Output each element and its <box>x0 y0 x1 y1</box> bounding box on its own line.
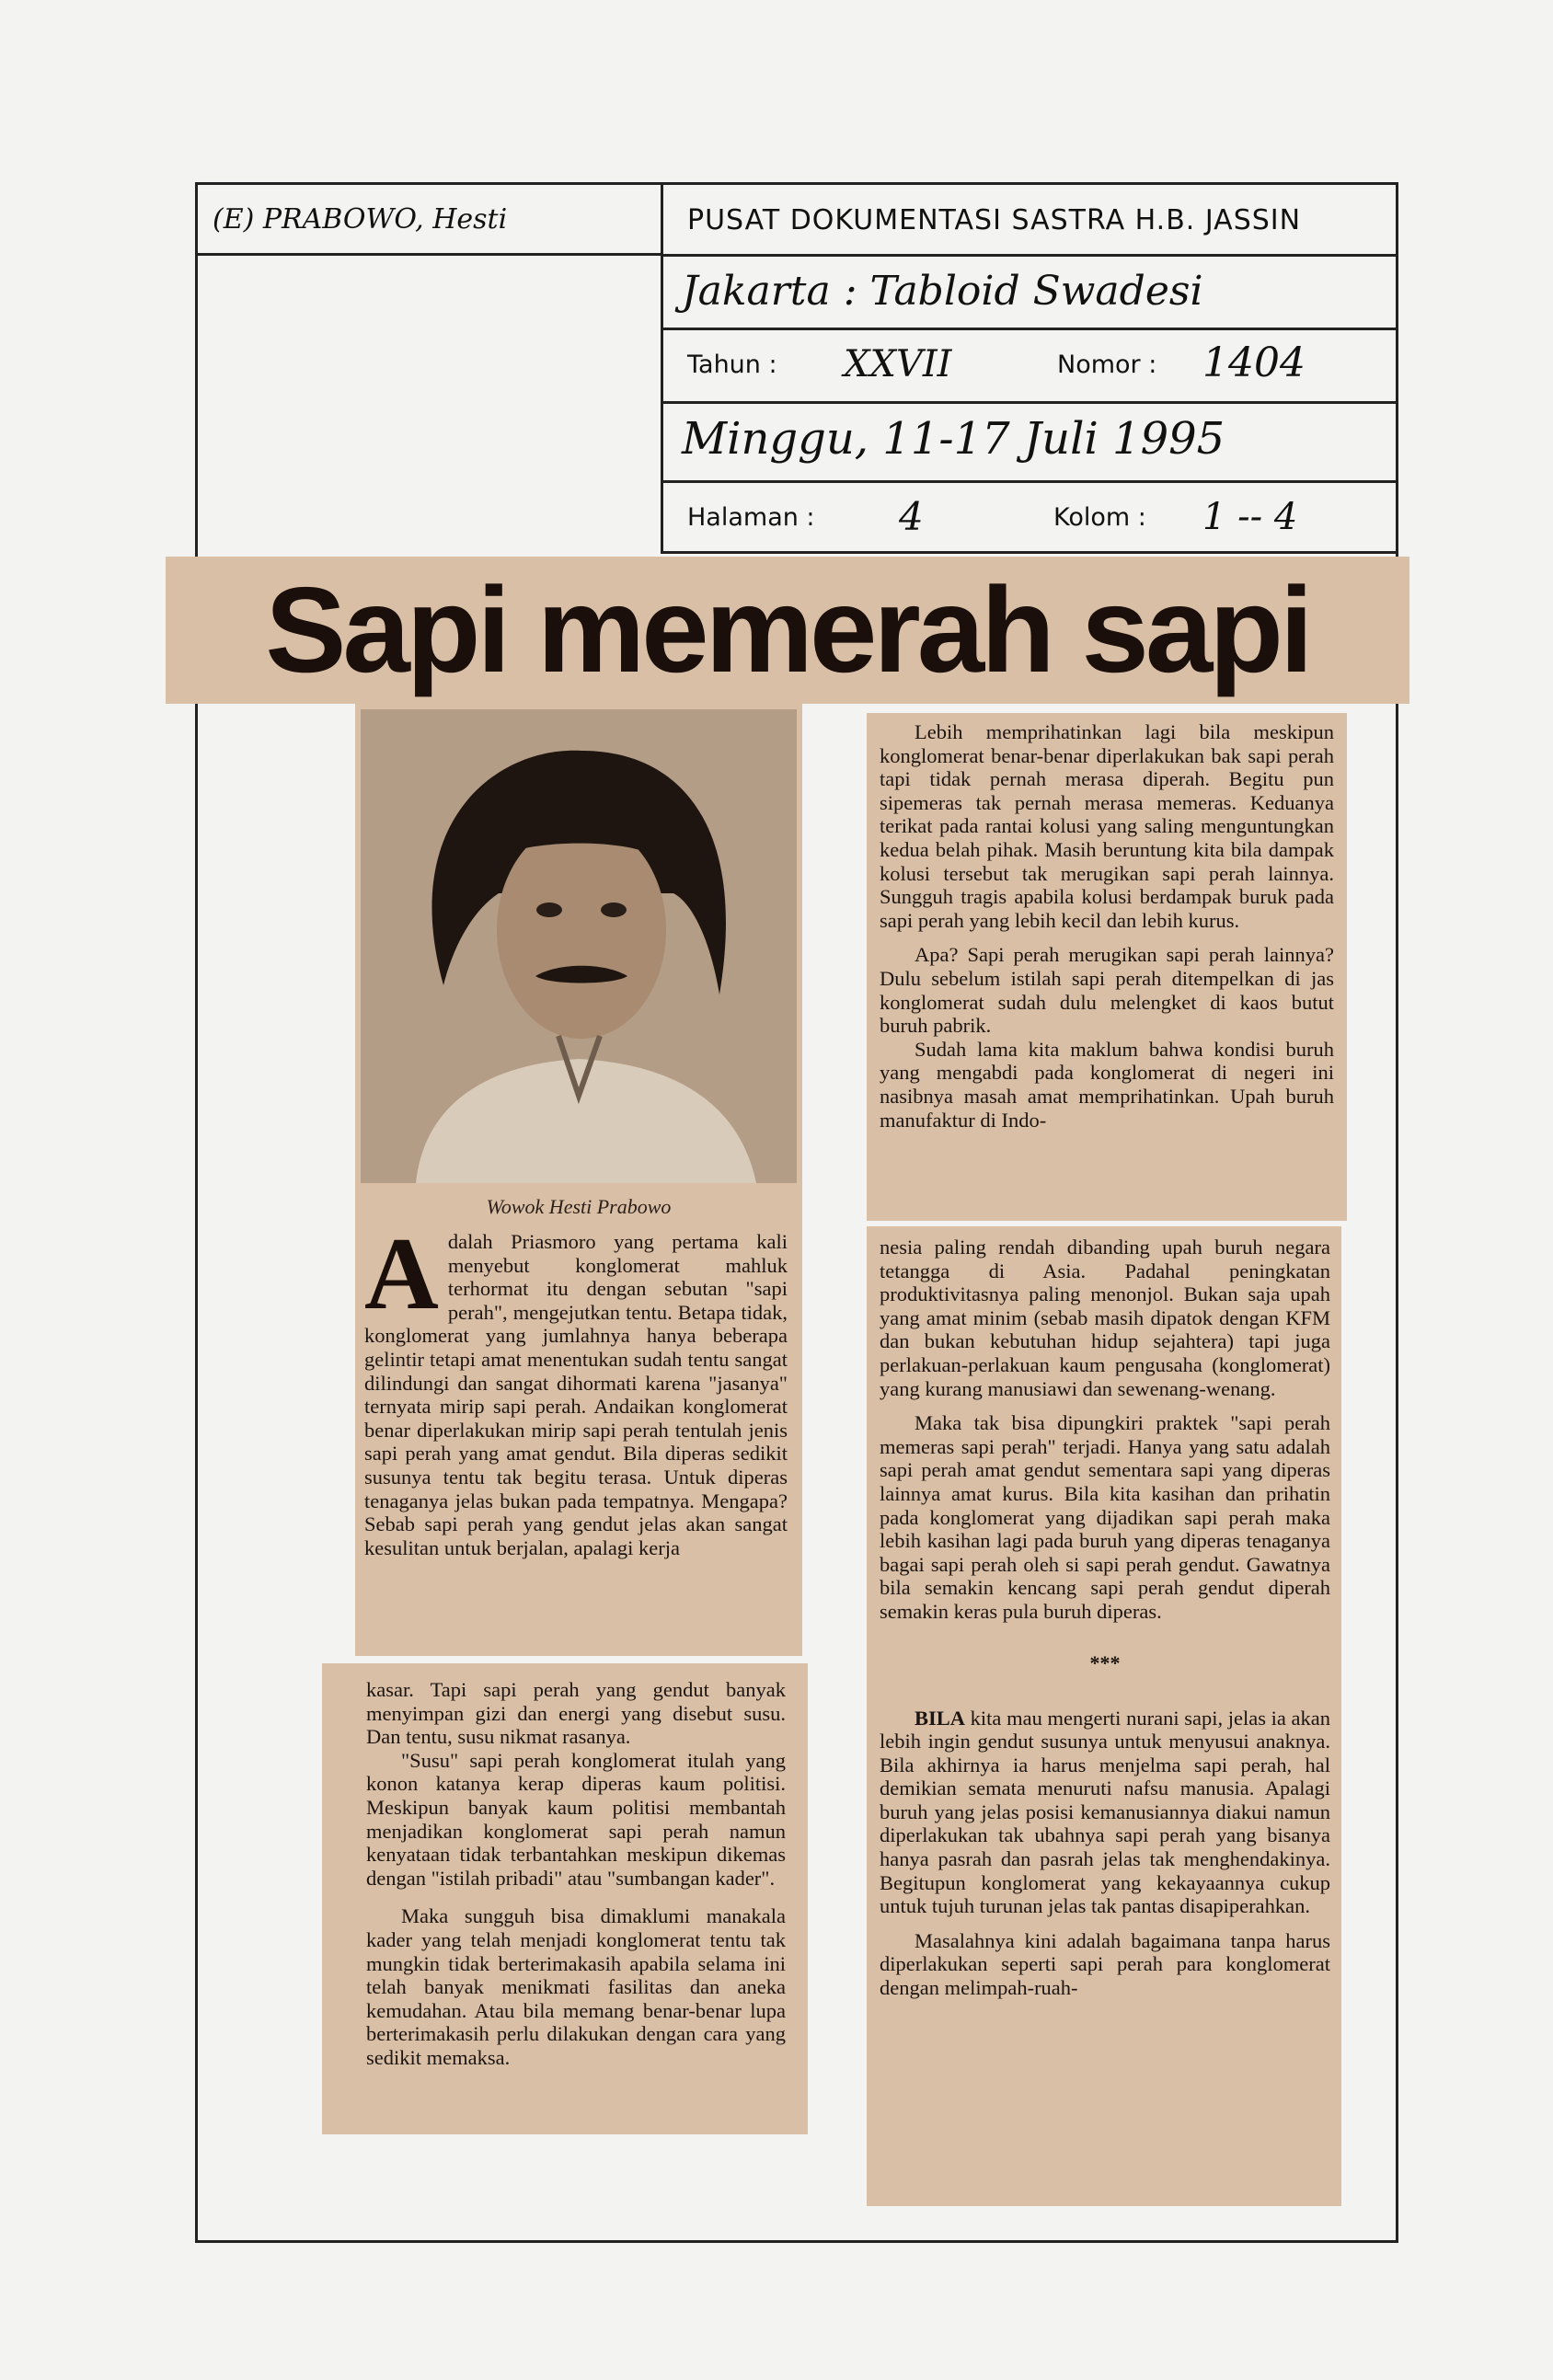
paragraph: Maka sungguh bisa dimaklumi manakala kader yang telah menjadi konglomerat tentu tak mungkin tidak berterimakasih apabila selama ini telah banyak menikmati fasilitas dan aneka kemudahan. Atau bila memang benar-benar lupa berterimakasih perlu dilakukan dengan cara yang sedikit memaksa. <box>366 1904 786 2069</box>
article-title: Sapi memerah sapi <box>265 562 1310 697</box>
column-1-part-1 <box>364 1217 788 1559</box>
halaman-label: Halaman : <box>687 503 815 532</box>
paragraph: Masalahnya kini adalah bagaimana tanpa harus diperlakukan seperti sapi perah para konglomerat dengan melimpah-ruah- <box>880 1928 1330 2000</box>
paragraph <box>880 1707 1330 1918</box>
drop-cap: A <box>364 1217 439 1331</box>
halaman-value: 4 <box>899 494 924 539</box>
paragraph: Apa? Sapi perah merugikan sapi perah lainnya? Dulu sebelum istilah sapi perah ditempelkan di jas konglomerat sudah dulu melengket di kaos butut buruh pabrik. <box>880 943 1334 1038</box>
tahun-value: XXVII <box>844 343 952 385</box>
archive-code: (E) PRABOWO, Hesti <box>213 203 508 236</box>
photo-clipping <box>355 704 802 1656</box>
institution-name: PUSAT DOKUMENTASI SASTRA H.B. JASSIN <box>687 204 1302 236</box>
halaman-kolom-row <box>663 480 1396 554</box>
title-clipping <box>166 557 1409 704</box>
date-row <box>663 401 1396 480</box>
column-1-part-2-clipping <box>322 1663 808 2134</box>
paragraph: "Susu" sapi perah konglomerat itulah yang konon katanya kerap diperas kaum politisi. Meskipun banyak kaum politisi membantah menjadikan konglomerat sapi perah namun kenyataan tidak terbantahkan meskipun dikemas dengan "istilah pribadi" atau "sumbangan kader". <box>366 1748 786 1890</box>
kolom-label: Kolom : <box>1053 503 1146 532</box>
photo-caption: Wowok Hesti Prabowo <box>486 1195 672 1218</box>
nomor-value: 1404 <box>1202 339 1306 386</box>
paragraph: nesia paling rendah dibanding upah buruh negara tetangga di Asia. Padahal peningkatan produktivitasnya paling menonjol. Bukan saja upah yang amat minim (sebab masih dipatok dengan KFM dan bukan kebutuhan hidup sejahtera) tapi juga perlakuan-perlakuan kaum pengusaha (konglomerat) yang kurang manusiawi dan sewenang-wenang. <box>880 1236 1330 1400</box>
paragraph: Maka tak bisa dipungkiri praktek "sapi perah memeras sapi perah" terjadi. Hanya yang satu adalah sapi perah amat gendut sementara sapi yang diperas lainnya amat kurus. Bila kita kasihan dan prihatin pada konglomerat yang dijadikan sapi perah maka lebih kasihan lagi pada buruh yang diperas tenaganya bagai sapi perah oleh si sapi perah gendut. Gawatnya bila semakin kencang sapi perah gendut diperah semakin keras pula buruh diperas. <box>880 1411 1330 1623</box>
section-separator: *** <box>1089 1650 1121 1674</box>
tahun-nomor-row <box>663 328 1396 401</box>
author-photo <box>361 709 797 1183</box>
nomor-label: Nomor : <box>1057 351 1157 379</box>
paragraph: Sudah lama kita maklum bahwa kondisi buruh yang mengabdi pada konglomerat di negeri ini nasibnya masah amat memprihatinkan. Upah buruh manufaktur di Indo- <box>880 1037 1334 1132</box>
paragraph: kasar. Tapi sapi perah yang gendut banyak menyimpan gizi dan energi yang disebut susu. Dan tentu, susu nikmat rasanya. <box>366 1678 786 1749</box>
archive-code-cell <box>195 182 662 256</box>
date-text: Minggu, 11-17 Juli 1995 <box>682 413 1225 465</box>
source-text: Jakarta : Tabloid Swadesi <box>682 268 1203 315</box>
column-2-part-2 <box>880 1236 1330 2000</box>
kolom-value: 1 -- 4 <box>1202 496 1298 538</box>
column-1-part-2 <box>366 1678 786 2070</box>
archive-info-table <box>661 182 1398 554</box>
paragraph: dalah Priasmoro yang pertama kali menyebut konglomerat mahluk terhormat itu dengan sebutan "sapi perah", mengejutkan tentu. Betapa tidak, konglomerat yang jumlahnya hanya beberapa gelintir tetapi amat menentukan sudah tentu sangat dilindungi dan sangat dihormati karena "jasanya" ternyata mirip sapi perah. Andaikan konglomerat benar diperlakukan mirip sapi perah tentulah jenis sapi perah yang amat gendut. Bila diperas sedikit susunya tentu tak begitu terasa. Untuk diperas tenaganya jelas bukan pada tempatnya. Mengapa? Sebab sapi perah yang gendut jelas akan sangat kesulitan untuk berjalan, apalagi kerja <box>364 1230 788 1559</box>
paragraph-text: kita mau mengerti nurani sapi, jelas ia akan lebih ingin gendut susunya untuk menyusui anaknya. Bila akhirnya ia harus menjelma sapi perah, hal demikian semata menuruti nafsu manusia. Apalagi buruh yang jelas posisi kemanusiannya diakui namun diperlakukan tak ubahnya sapi perah yang bisanya hanya pasrah dan pasrah jelas tak menghendakinya. Begitupun konglomerat yang kekayaannya cukup untuk tujuh turunan jelas tak pantas disapiperahkan. <box>880 1706 1330 1918</box>
lead-word: BILA <box>915 1706 966 1730</box>
paragraph: Lebih memprihatinkan lagi bila meskipun konglomerat benar-benar diperlakukan bak sapi perah tapi tidak pernah merasa diperah. Begitu pun sipemeras tak pernah merasa memeras. Keduanya terikat pada rantai kolusi yang saling menguntungkan kedua belah pihak. Masih beruntung kita bila dampak kolusi tersebut tak merugikan sapi perah lainnya. Sungguh tragis apabila kolusi berdampak buruk pada sapi perah yang lebih kecil dan lebih kurus. <box>880 720 1334 932</box>
column-2-part-2-clipping <box>867 1226 1341 2206</box>
source-row <box>663 254 1396 328</box>
column-2-part-1 <box>880 720 1334 1132</box>
portrait-illustration <box>361 709 797 1183</box>
column-2-part-1-clipping <box>867 713 1347 1221</box>
tahun-label: Tahun : <box>687 351 777 379</box>
